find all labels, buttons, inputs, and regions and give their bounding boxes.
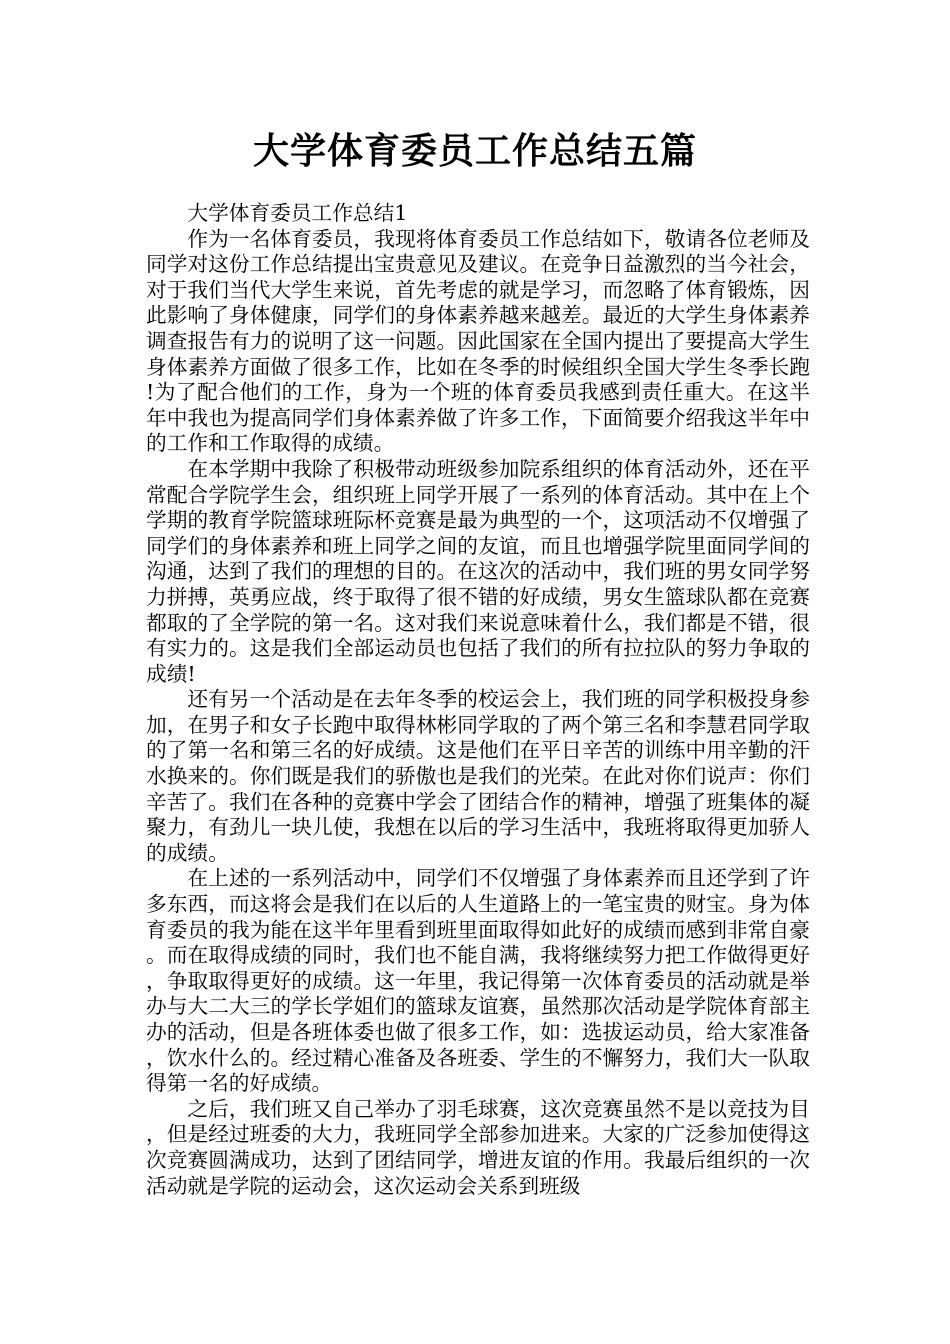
paragraph: 在上述的一系列活动中，同学们不仅增强了身体素养而且还学到了许多东西，而这将会是我们在以后的人生道路上的一笔宝贵的财宝。身为体育委员的我为能在这半年里看到班里面取得如此好的成绩而感到非常自豪。而在取得成绩的同时，我们也不能自满，我将继续努力把工作做得更好，争取取得更好的成绩。这一年里，我记得第一次体育委员的活动就是举办与大二大三的学长学姐们的篮球友谊赛，虽然那次活动是学院体育部主办的活动，但是各班体委也做了很多工作，如：选拔运动员，给大家准备，饮水什么的。经过精心准备及各班委、学生的不懈努力，我们大一队取得第一名的好成绩。 (146, 866, 810, 1096)
paragraph: 之后，我们班又自己举办了羽毛球赛，这次竞赛虽然不是以竞技为目，但是经过班委的大力，我班同学全部参加进来。大家的广泛参加使得这次竞赛圆满成功，达到了团结同学，增进友谊的作用。我最后组织的一次活动就是学院的运动会，这次运动会关系到班级 (146, 1096, 810, 1198)
document-body (146, 201, 810, 1199)
paragraph: 作为一名体育委员，我现将体育委员工作总结如下，敬请各位老师及同学对这份工作总结提出宝贵意见及建议。在竞争日益激烈的当今社会，对于我们当代大学生来说，首先考虑的就是学习，而忽略了体育锻炼，因此影响了身体健康，同学们的身体素养越来越差。最近的大学生身体素养调查报告有力的说明了这一问题。因此国家在全国内提出了要提高大学生身体素养方面做了很多工作，比如在冬季的时候组织全国大学生冬季长跑!为了配合他们的工作，身为一个班的体育委员我感到责任重大。在这半年中我也为提高同学们身体素养做了许多工作，下面简要介绍我这半年中的工作和工作取得的成绩。 (146, 226, 810, 456)
paragraph: 在本学期中我除了积极带动班级参加院系组织的体育活动外，还在平常配合学院学生会，组织班上同学开展了一系列的体育活动。其中在上个学期的教育学院篮球班际杯竞赛是最为典型的一个，这项活动不仅增强了同学们的身体素养和班上同学之间的友谊，而且也增强学院里面同学间的沟通，达到了我们的理想的目的。在这次的活动中，我们班的男女同学努力拼搏，英勇应战，终于取得了很不错的好成绩，男女生篮球队都在竞赛都取的了全学院的第一名。这对我们来说意味着什么，我们都是不错，很有实力的。这是我们全部运动员也包括了我们的所有拉拉队的努力争取的成绩! (146, 456, 810, 686)
section-heading: 大学体育委员工作总结1 (187, 201, 408, 225)
document-title: 大学体育委员工作总结五篇 (252, 131, 697, 172)
paragraph: 还有另一个活动是在去年冬季的校运会上，我们班的同学积极投身参加，在男子和女子长跑中取得林彬同学取的了两个第三名和李慧君同学取的了第一名和第三名的好成绩。这是他们在平日辛苦的训练中用辛勤的汗水换来的。你们既是我们的骄傲也是我们的光荣。在此对你们说声：你们辛苦了。我们在各种的竞赛中学会了团结合作的精神，增强了班集体的凝聚力，有劲儿一块儿使，我想在以后的学习生活中，我班将取得更加骄人的成绩。 (146, 687, 810, 865)
